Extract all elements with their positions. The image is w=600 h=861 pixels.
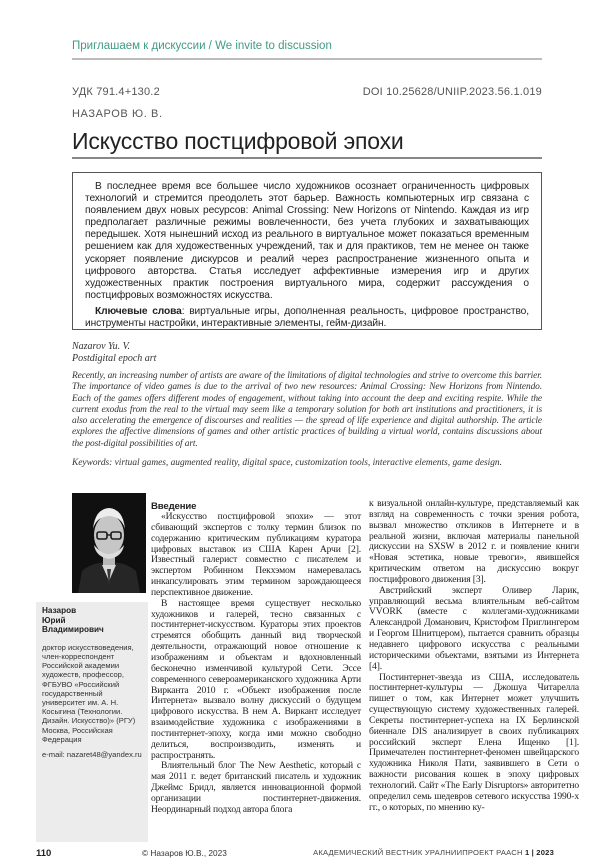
body-column-2 (369, 499, 579, 813)
bio-name-surname: Назаров (42, 606, 77, 615)
udk-code: УДК 791.4+130.2 (72, 86, 160, 98)
body-paragraph: к визуальной онлайн-культуре, представляемый как взгляд на современность с точки зрения робота, вызвал множество откликов в Интернете и в реальной жизни, включая материалы панельной дискуссии на SXSW в 2012 г. и появление книги «Новая эстетика, новые тревоги», явившейся критическим ответом на дискуссию вокруг постцифрового движения [3]. (369, 498, 579, 585)
keywords-label: Ключевые слова (95, 305, 182, 317)
footer-copyright: © Назаров Ю.В., 2023 (142, 848, 227, 858)
bio-name-patronymic: Владимирович (42, 625, 104, 635)
body-paragraph: «Искусство постцифровой эпохи» — этот сбивающий экспертов с толку термин близок по содержанию критическим публикациям куратора цифровых выставок из США Карен Арчи [2]. Известный галерист совместно с писателем и экспертом Робинном Пекхэмом намеревалась инкапсулировать этим термином зарождающееся перспективное движение. (151, 511, 361, 598)
journal-name: АКАДЕМИЧЕСКИЙ ВЕСТНИК УРАЛНИИПРОЕКТ РААСН (313, 848, 523, 857)
article-title: Искусство постцифровой эпохи (72, 128, 404, 154)
section-divider (72, 58, 542, 60)
english-keywords: Keywords: virtual games, augmented reality, digital space, customization tools, interactive elements, game design. (72, 458, 502, 468)
abstract-box (72, 172, 542, 330)
body-paragraph: Постинтернет-звезда из США, исследователь постинтернет-культуры — Джошуа Читарелла пишет о том, как Интернет может улучшить существующую систему художественных галерей. Секреты постинтернет-успеха на IX Берлинской биеннале DIS анализирует в своих публикациях российский эксперт Елена Ищенко [1]. Примечателен постинтернет-феномен швейцарского художника Николя Пати, заявившего в Сети о важности рисования кошек в эпоху цифровых технологий. Сайт «The Early Disruptors» авторитетно определил семь шедевров сетевого искусства 1990-х гг., о которых, по мнению ку- (369, 671, 579, 813)
journal-issue: 1 | 2023 (524, 848, 554, 857)
title-divider (72, 157, 542, 159)
section-label: Приглашаем к дискуссии / We invite to discussion (72, 40, 332, 52)
page-number: 110 (36, 848, 52, 859)
keywords-text: : виртуальные игры, дополненная реальность, цифровое пространство, инструменты настройки, интерактивные элементы, гейм-дизайн. (85, 305, 529, 330)
english-author: Nazarov Yu. V. (72, 341, 130, 352)
bio-email: e-mail: nazaret48@yandex.ru (42, 750, 142, 760)
author-photo (72, 493, 146, 593)
english-title: Postdigital epoch art (72, 353, 157, 364)
author-bio (36, 602, 148, 842)
keywords (85, 306, 529, 330)
doi: DOI 10.25628/UNIIP.2023.56.1.019 (362, 86, 542, 98)
bio-name-first: Юрий (42, 615, 66, 625)
abstract-text: В последнее время все большее число художников осознает ограниченность цифровых технологий и стремится преодолеть этот барьер. Важность компьютерных игр связана с появлением двух новых ресурсов: Animal Crossing: New Horizons от Nintendo. Каждая из игр предполагает различные режимы вовлеченности, без учета глубоких и захватывающих передышек. Хотя нынешний исход из реального в виртуальное может показаться временным решением как для художественных учреждений, так и для практиков, тем не менее он также ускоряет появление дискурсов и реалий через распространение жизненного опыта и цифрового авторства. Статья исследует аффективные измерения игр и других художественных практик построения виртуального мира, содержит рассуждения о постцифровых возможностях искусства. (85, 181, 529, 301)
english-abstract: Recently, an increasing number of artists are aware of the limitations of digital technologies and strive to overcome this barrier. The importance of video games is due to the arrival of two new resources: Animal Crossing: New Horizons from Nintendo. Each of the games offers different modes of engagement, without taking into account the deep and exciting respite. While the current exodus from the real to the virtual may seem like a temporary solution for both art institutions and practitioners, it is also accelerating the emergence of discourses and realities — the spread of life experience and digital authorship. The article explores the affective dimensions of games and other artistic practices of building a virtual world, contains discussions about the post-digital possibilities of art. (72, 371, 542, 449)
footer-journal (313, 848, 554, 857)
body-paragraph: В настоящее время существует несколько художников и галерей, тесно связанных с постинтернет-искусством. Кураторы этих проектов стремятся обобщить данный вид творческой деятельности, отражающий новое отношение к изображениям и объектам и вдохновленный бесконечно изменчивой культурой Сети. Эссе современного североамериканского художника Арти Виркантa 2010 г. «Объект изображения после Интернета» вызвало волну дискуссий о будущем цифрового искусства. В нем А. Виркант исследует взаимодействие художника с изображениями в постинтернет-эпоху, когда ими можно свободно делиться, воспроизводить, изменять и распространять. (151, 597, 361, 761)
english-author-block (72, 341, 156, 365)
author-name: НАЗАРОВ Ю. В. (72, 108, 163, 120)
intro-heading: Введение (151, 501, 197, 512)
author-portrait-image (72, 493, 146, 593)
body-paragraph: Влиятельный блог The New Aesthetic, который с мая 2011 г. ведет британский писатель и художник Джеймс Бридл, является инновационной формой организации постинтернет-движения. Неординарный подход автора блога (151, 760, 361, 815)
bio-affiliation: доктор искусствоведения, член-корреспондент Российской академии художеств, профессор, ФГБУВО «Российский государственный университет им. А. Н. Косыгина (Технологии. Дизайн. Искусство)» (РГУ) Москва, Российская Федерация (42, 642, 136, 744)
body-column-1 (151, 501, 361, 816)
body-paragraph: Австрийский эксперт Оливер Ларик, управляющий весьма влиятельным веб-сайтом VVORK (вместе с коллегами-художниками Александрой Доманович, Кристофом Приглингером и Георгом Шнитцером), пытается сравнить образцы недавнего цифрового искусства с реальными историческими объектами, взятыми из Интернета [4]. (369, 584, 579, 672)
